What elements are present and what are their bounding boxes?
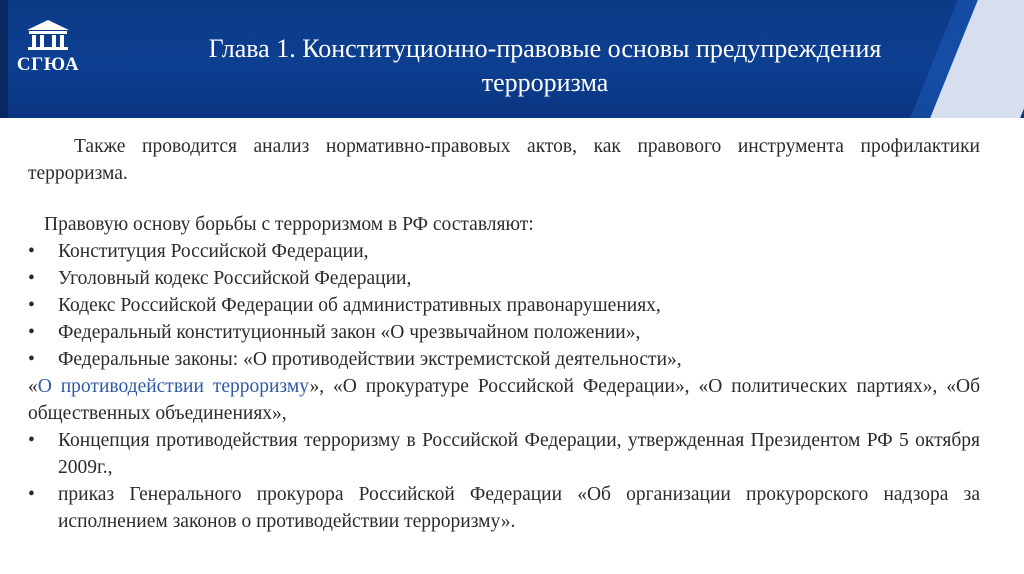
- bullet-icon: •: [28, 295, 35, 316]
- slide-title-line-1: Глава 1. Конституционно-правовые основы предупреждения: [208, 34, 882, 63]
- slide-title-line-2: терроризма: [481, 68, 609, 97]
- list-item: [28, 427, 980, 481]
- list-item: [28, 265, 980, 292]
- list-item: [28, 292, 980, 319]
- slide-title: [110, 32, 980, 100]
- bullet-icon: •: [28, 484, 35, 505]
- legal-basis-list-2: [28, 427, 980, 535]
- law-link[interactable]: О противодействии терроризму: [37, 376, 310, 397]
- university-logo: [16, 18, 80, 100]
- list-item: [28, 346, 980, 373]
- federal-laws-continuation: [28, 373, 980, 427]
- legal-basis-list: [28, 238, 980, 373]
- bullet-icon: •: [28, 241, 35, 262]
- list-item-text: Федеральные законы: «О противодействии экстремистской деятельности»,: [58, 349, 682, 370]
- slide-header: [0, 0, 1024, 118]
- header-left-strip: [0, 0, 8, 118]
- bullet-icon: •: [28, 349, 35, 370]
- list-item-text: приказ Генерального прокурора Российской Федерации «Об организации прокурорского надзора за исполнением законов о противодействии терроризму».: [58, 484, 980, 532]
- logo-text: СГЮА: [16, 54, 80, 75]
- intro-paragraph: Также проводится анализ нормативно-правовых актов, как правового инструмента профилактики терроризма.: [28, 136, 980, 184]
- list-item-text: Концепция противодействия терроризму в Российской Федерации, утвержденная Президентом РФ 5 октября 2009г.,: [58, 430, 980, 478]
- list-item-text: Кодекс Российской Федерации об административных правонарушениях,: [58, 295, 661, 316]
- bullet-icon: •: [28, 430, 35, 451]
- bullet-icon: •: [28, 322, 35, 343]
- lead-sentence: Правовую основу борьбы с терроризмом в РФ составляют:: [44, 214, 534, 235]
- bullet-icon: •: [28, 268, 35, 289]
- list-item: [28, 319, 980, 346]
- slide-body: [28, 133, 980, 535]
- open-quote: «: [28, 376, 38, 397]
- building-icon: [25, 18, 71, 52]
- list-item: [28, 238, 980, 265]
- list-item-text: Уголовный кодекс Российской Федерации,: [58, 268, 412, 289]
- list-item-text: Конституция Российской Федерации,: [58, 241, 369, 262]
- list-item-text: Федеральный конституционный закон «О чрезвычайном положении»,: [58, 322, 641, 343]
- continuation-text: », «О прокуратуре Российской Федерации», «О политических партиях», «Об общественных объединениях»,: [28, 376, 980, 424]
- list-item: [28, 481, 980, 535]
